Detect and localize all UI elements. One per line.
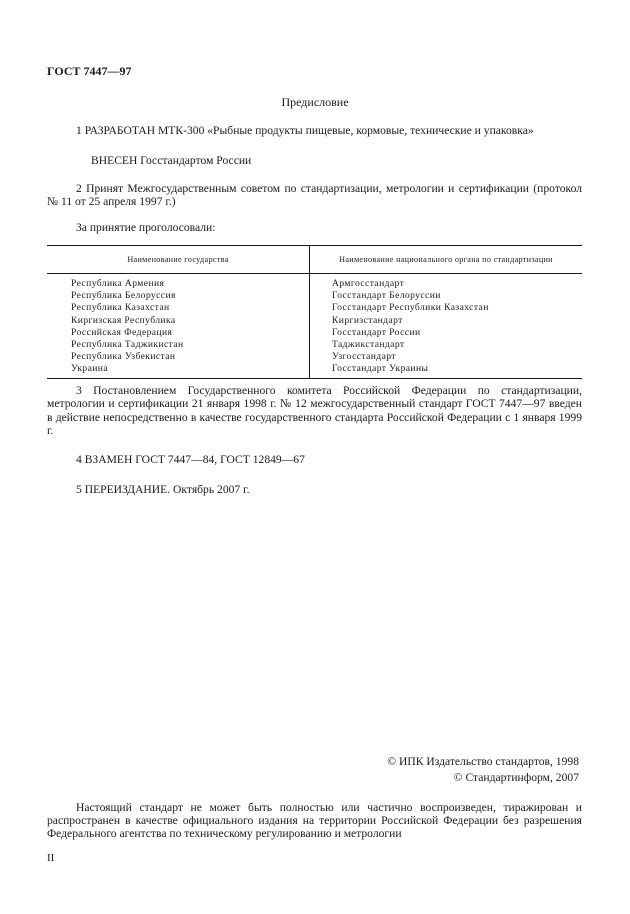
section-2-adopted: 2 Принят Межгосударственным советом по стандартизации, метрологии и сертификации (протокол № 11 от 25 апреля 1997 г.) — [47, 182, 582, 209]
reproduction-notice: Настоящий стандарт не может быть полностью или частично воспроизведен, тиражирован и распространен в качестве официального издания на территории Российской Федерации без разрешения Федерального агентства по техническому регулированию и метрологии — [47, 801, 582, 841]
table-cell-body: Госстандарт Республики Казахстан — [332, 302, 489, 314]
table-cell-state: Республика Армения — [71, 278, 165, 289]
state-list — [47, 274, 310, 379]
national-body-list — [310, 274, 583, 379]
table-cell-state: Республика Казахстан — [71, 302, 170, 314]
copyright-standartinform: © Стандартинформ, 2007 — [453, 771, 579, 784]
table-header-row — [47, 246, 582, 274]
section-4-replaces: 4 ВЗАМЕН ГОСТ 7447—84, ГОСТ 12849—67 — [76, 453, 305, 466]
page-title: Предисловие — [281, 95, 349, 109]
table-cell-state: Республика Узбекистан — [71, 351, 176, 363]
section-1-developer: 1 РАЗРАБОТАН МТК-300 «Рыбные продукты пищевые, кормовые, технические и упаковка» — [76, 124, 534, 137]
table-cell-body: Госстандарт Украины — [332, 363, 429, 375]
table-body-row — [47, 274, 582, 379]
copyright-publisher: © ИПК Издательство стандартов, 1998 — [387, 755, 579, 768]
table-cell-state: Киргизская Республика — [71, 314, 176, 326]
section-1-introduced: ВНЕСЕН Госстандартом России — [91, 154, 252, 167]
table-cell-state: Республика Белоруссия — [71, 290, 176, 302]
section-3-enacted: 3 Постановлением Государственного комитета Российской Федерации по стандартизации, метрологии и сертификации 21 января 1998 г. № 12 межгосударственный стандарт ГОСТ 7447—97 введен в действие непосредственно в качестве государственного стандарта Российской Федерации с 1 января 1999 г. — [47, 384, 582, 438]
header-national-body: Наименование национального органа по стандартизации — [310, 246, 583, 274]
table-cell-body: Узгосстандарт — [332, 351, 396, 363]
table-cell-state: Украина — [71, 363, 108, 375]
vote-intro: За принятие проголосовали: — [76, 221, 216, 234]
page-number: II — [47, 852, 55, 864]
table-cell-body: Госстандарт Белоруссии — [332, 290, 441, 302]
header-state: Наименование государства — [47, 246, 310, 274]
table-cell-body: Госстандарт России — [332, 326, 421, 338]
table-cell-state: Республика Таджикистан — [71, 339, 184, 351]
table-cell-body: Таджикстандарт — [332, 339, 405, 351]
voting-states-table — [47, 245, 582, 379]
table-cell-body: Армгосстандарт — [332, 278, 405, 289]
section-5-reissue: 5 ПЕРЕИЗДАНИЕ. Октябрь 2007 г. — [76, 483, 250, 496]
standard-code: ГОСТ 7447—97 — [47, 64, 132, 78]
table-cell-state: Российская Федерация — [71, 326, 173, 338]
table-cell-body: Киргизстандарт — [332, 314, 403, 326]
